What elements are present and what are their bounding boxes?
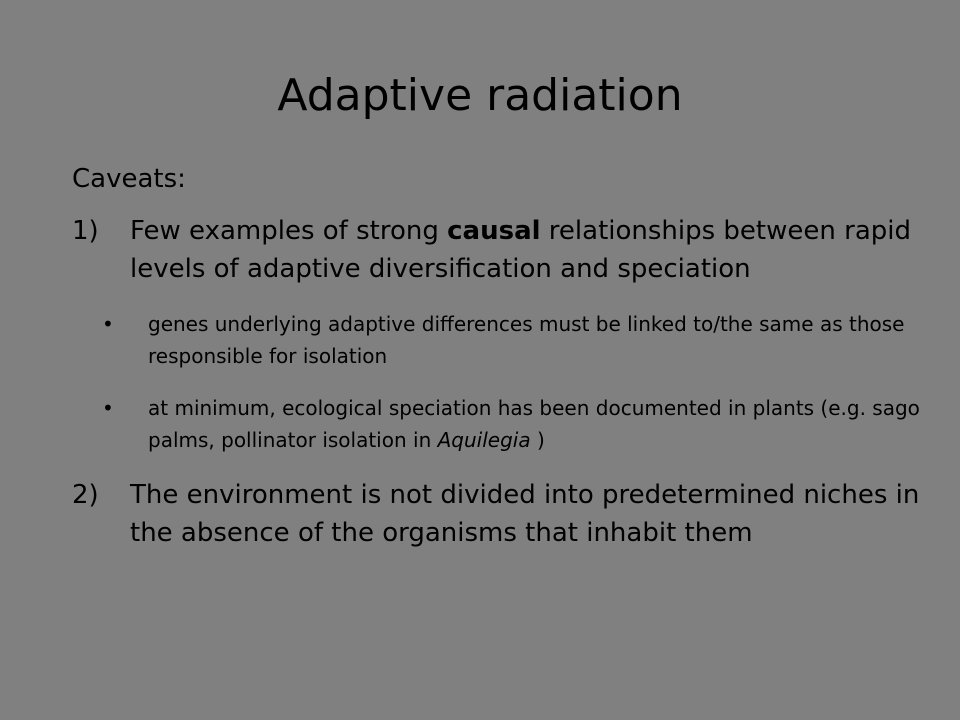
- item-number: 2): [72, 480, 99, 510]
- bullet-item-2: [72, 392, 920, 456]
- item-number: 1): [72, 216, 99, 246]
- bullet-text-start: at minimum, ecological speciation has been documented in plants (e.g. sago palms, pollinator isolation in: [148, 396, 920, 452]
- bullet-icon: •: [102, 312, 114, 336]
- bullet-text-end: ): [530, 428, 545, 452]
- slide-title: Adaptive radiation: [277, 70, 683, 121]
- bullet-italic-aquilegia: Aquilegia: [437, 428, 531, 452]
- numbered-item-1: [72, 212, 920, 288]
- item-emphasis-causal: causal: [447, 216, 541, 246]
- bullet-icon: •: [102, 396, 114, 420]
- bullet-text: genes underlying adaptive differences must be linked to/the same as those responsible for isolation: [148, 312, 905, 368]
- slide-content: [72, 158, 920, 552]
- caveats-heading: Caveats:: [72, 164, 186, 194]
- item-text: The environment is not divided into predetermined niches in the absence of the organisms that inhabit them: [130, 480, 920, 548]
- bullet-item-1: [72, 308, 920, 372]
- item-text-start: Few examples of strong: [130, 216, 448, 246]
- numbered-item-2: [72, 476, 920, 552]
- item-text-end: relationships between rapid levels of adaptive diversification and speciation: [130, 216, 911, 284]
